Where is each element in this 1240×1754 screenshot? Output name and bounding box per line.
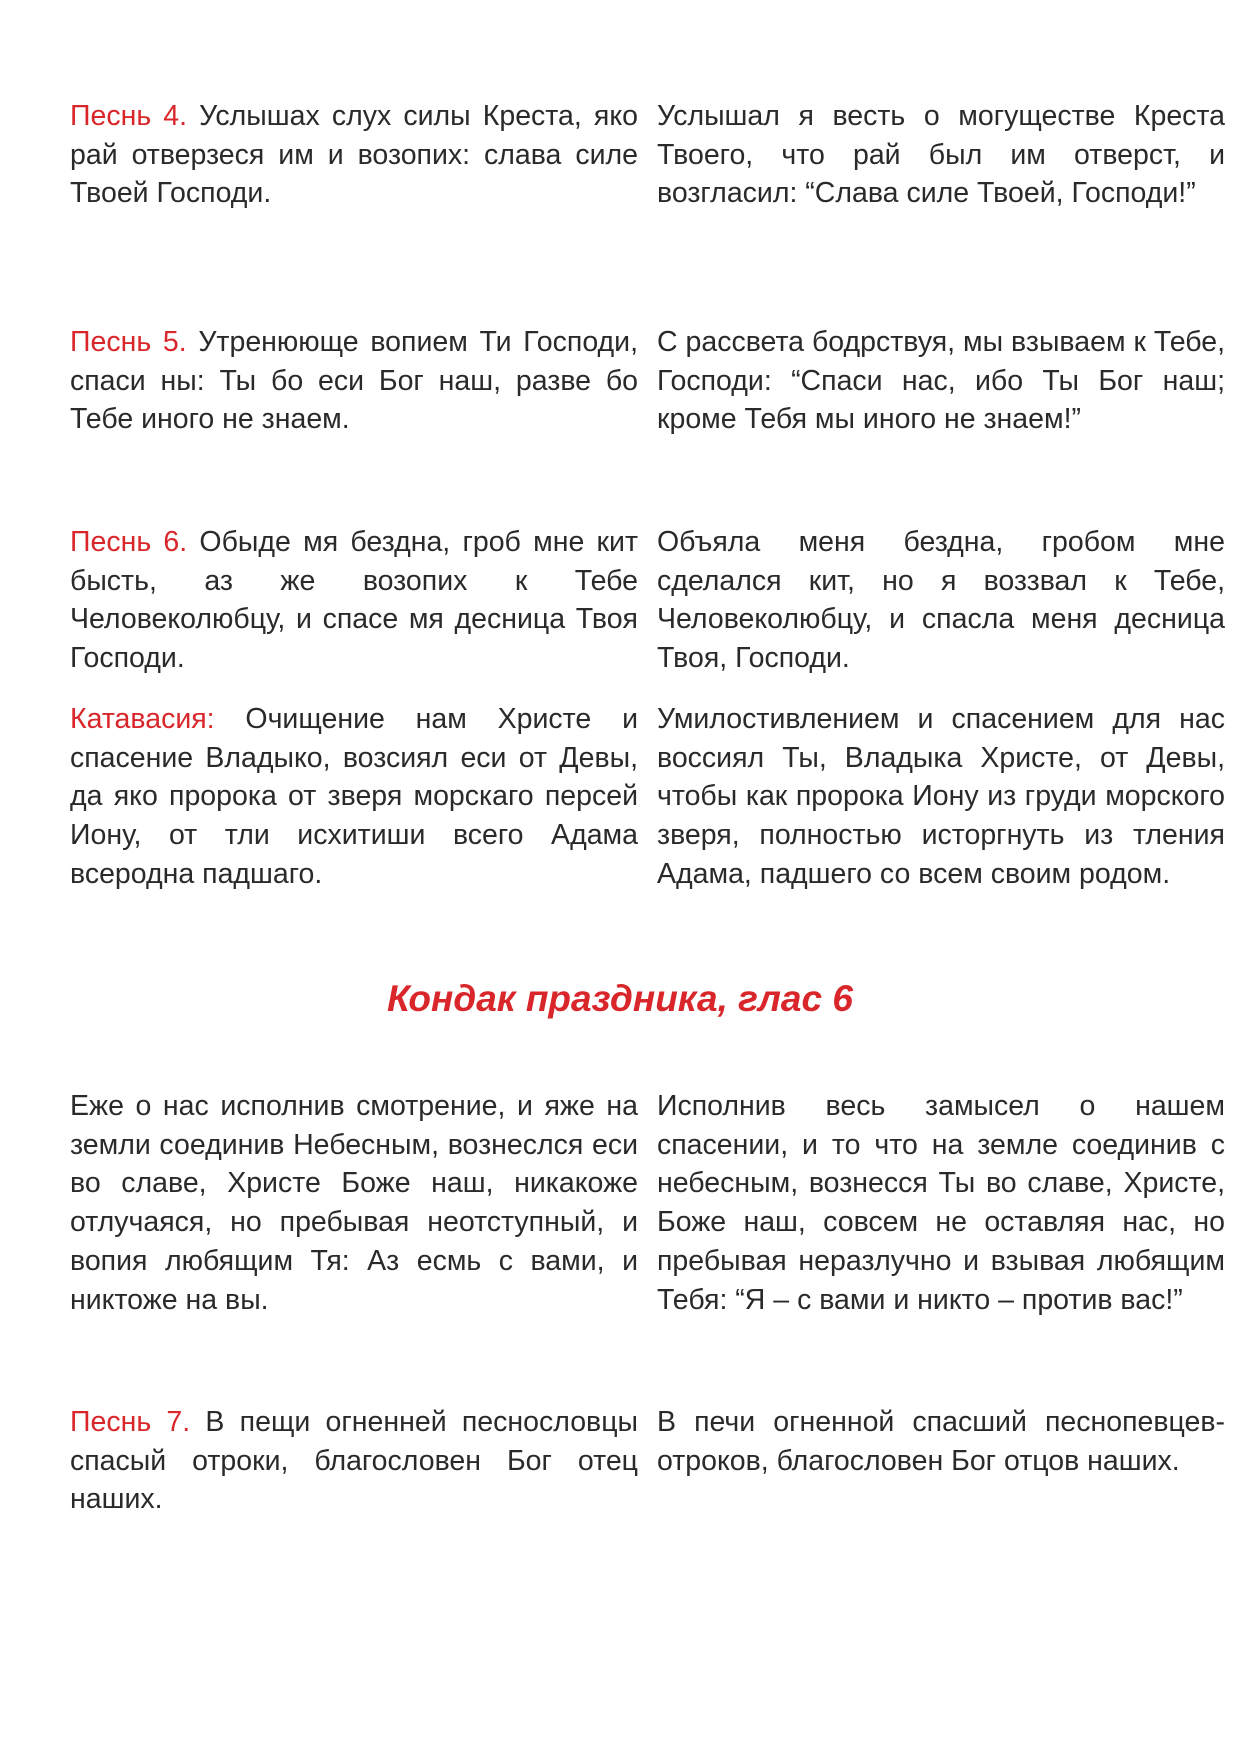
kontakion-church-slavonic: Еже о нас исполнив смотрение, и яже на земли соединив Небесным, вознеслся еси во славе, Христе Боже наш, никакоже отлучаяся, но пребывая неотступный, и вопия любящим Тя: Аз есмь с вами, и никтоже на вы. — [70, 1090, 638, 1316]
ode-7-slavonic-text: В пещи огненней песнословцы спасый отроки, благословен Бог отец наших. — [70, 1406, 639, 1516]
ode-4-label: Песнь 4. — [70, 100, 188, 132]
ode-4-slavonic-text: Услышах слух силы Креста, яко рай отверзеся им и возопих: слава силе Твоей Господи. — [70, 100, 638, 210]
kontakion-russian: Исполнив весь замысел о нашем спасении, и то что на земле соединив с небесным, вознесся Ты во славе, Христе, Боже наш, совсем не оставляя нас, но пребывая неразлучно и взывая любящим Тебя: “Я – с вами и никто – против вас!” — [657, 1090, 1225, 1316]
ode-6-label: Песнь 6. — [70, 526, 188, 558]
ode-6-slavonic-text: Обыде мя бездна, гроб мне кит бысть, аз же возопих к Тебе Человеколюбцу, и спасе мя десница Твоя Господи. — [70, 526, 638, 675]
ode-7-label: Песнь 7. — [70, 1406, 191, 1438]
kontakion-heading: Кондак праздника, глас 6 — [387, 978, 853, 1019]
ode-7-church-slavonic — [70, 1403, 638, 1519]
katavasia-label: Катавасия: — [70, 703, 215, 735]
katavasia-church-slavonic — [70, 700, 638, 894]
ode-4-church-slavonic — [70, 97, 638, 213]
katavasia-slavonic-text: Очищение нам Христе и спасение Владыко, возсиял еси от Девы, да яко пророка от зверя морскаго персей Иону, от тли исхитиши всего Адама всеродна падшаго. — [70, 703, 638, 890]
ode-5-label: Песнь 5. — [70, 326, 187, 358]
ode-4-russian: Услышал я весть о могуществе Креста Твоего, что рай был им отверст, и возгласил: “Слава силе Твоей, Господи!” — [657, 100, 1225, 210]
ode-6-russian: Объяла меня бездна, гробом мне сделался кит, но я воззвал к Тебе, Человеколюбцу, и спасла меня десница Твоя, Господи. — [657, 526, 1225, 675]
katavasia-russian: Умилостивлением и спасением для нас воссиял Ты, Владыка Христе, от Девы, чтобы как пророка Иону из груди морского зверя, полностью исторгнуть из тления Адама, падшего со всем своим родом. — [657, 703, 1225, 890]
ode-7-russian: В печи огненной спасший песнопевцев-отроков, благословен Бог отцов наших. — [657, 1406, 1225, 1477]
ode-5-church-slavonic — [70, 323, 638, 439]
ode-5-slavonic-text: Утренююще вопием Ти Господи, спаси ны: Ты бо еси Бог наш, разве бо Тебе иного не знаем. — [70, 326, 639, 436]
ode-6-church-slavonic — [70, 523, 638, 678]
ode-5-russian: С рассвета бодрствуя, мы взываем к Тебе, Господи: “Спаси нас, ибо Ты Бог наш; кроме Тебя мы иного не знаем!” — [657, 326, 1225, 436]
